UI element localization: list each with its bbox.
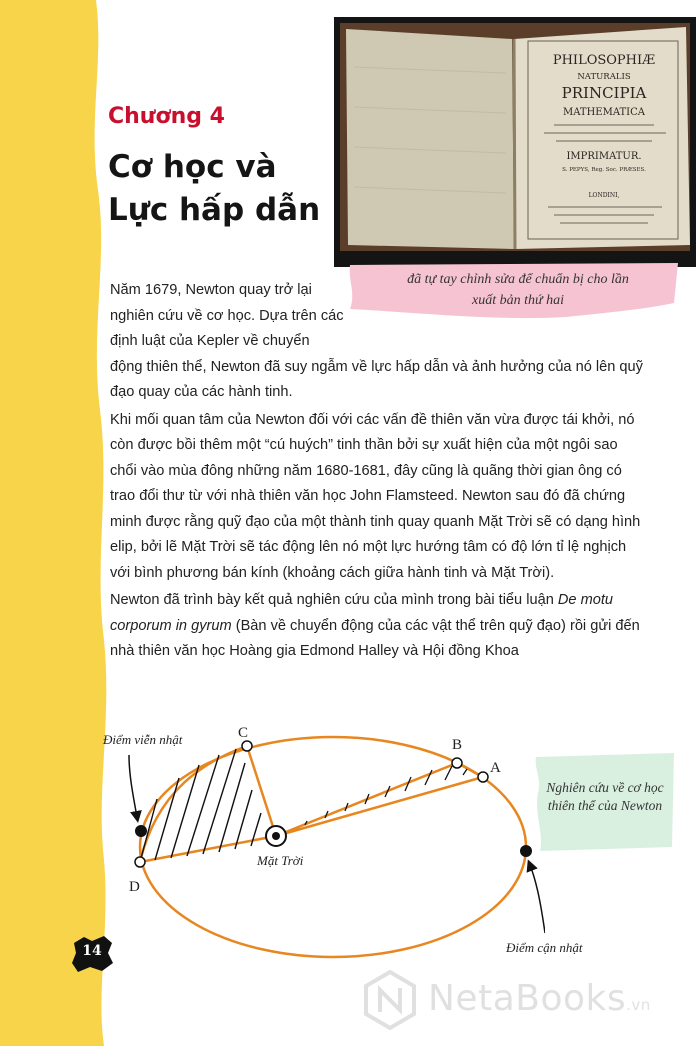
title-line-1: Cơ học và: [108, 149, 277, 185]
book-title-3: PRINCIPIA: [561, 84, 647, 102]
page-number-badge: [70, 935, 114, 973]
label-b: B: [452, 737, 463, 753]
label-aphelion: Điểm viễn nhật: [103, 732, 183, 747]
paragraph-3-end: (Bàn về chuyển động của các vật thể trên quỹ đạo) rồi gửi đến nhà thiên văn học Hoàng gia Edmond Halley và Hội đồng Khoa: [110, 617, 640, 659]
paragraph-3-start: Newton đã trình bày kết quả nghiên cứu của mình trong bài tiểu luận: [110, 592, 558, 608]
book-title-2: NATURALIS: [577, 72, 631, 82]
imprimatur-name: S. PEPYS, Reg. Soc. PRÆSES.: [562, 167, 646, 173]
sector-cd: [140, 746, 276, 862]
yellow-side-band: [0, 0, 110, 1046]
sun-center: [272, 832, 280, 840]
paragraph-1: Năm 1679, Newton quay trở lại nghiên cứu về cơ học. Dựa trên các định luật của Kepler về chuyển động thiên thể, Newton đã suy ngẫm về lực hấp dẫn và ảnh hưởng của nó lên quỹ đạo quay của các hành tinh.: [110, 282, 643, 400]
orbit-diagram: [95, 715, 545, 970]
watermark-main: NetaBooks: [428, 978, 627, 1019]
netabooks-watermark: [362, 968, 692, 1034]
watermark-text: [428, 978, 651, 1019]
principia-book-photo: [334, 17, 696, 267]
paragraph-2: Khi mối quan tâm của Newton đối với các vấn đề thiên văn vừa được tái khởi, nó còn được bồi thêm một “cú huých” tinh thần bởi sự xuất hiện của một ngôi sao chổi vào mùa đông những năm 1680-1681, đây cũng là quãng thời gian ông có trao đổi thư từ với nhà thiên văn học John Flamsteed. Newton sau đó đã chứng minh được rằng quỹ đạo của một thành tinh quay quanh Mặt Trời sẽ có dạng hình elip, bởi lẽ Mặt Trời sẽ tác động lên nó một lực hướng tâm có độ lớn tỉ lệ nghịch với bình phương bán kính (khoảng cách giữa hành tinh và Mặt Trời).: [110, 411, 641, 581]
sector-ab: [276, 763, 483, 836]
netabooks-logo-icon: [362, 970, 418, 1030]
label-d: D: [129, 879, 140, 895]
point-c: [242, 741, 252, 751]
label-perihelion: Điểm cận nhật: [506, 940, 583, 955]
side-note: [534, 753, 676, 851]
caption-line-2: xuất bản thứ hai: [471, 293, 565, 308]
imprimatur: IMPRIMATUR.: [566, 151, 642, 162]
side-note-text: Nghiên cứu về cơ học thiên thể của Newton: [546, 780, 664, 813]
body-text: [110, 278, 645, 667]
paragraph-3: [110, 588, 645, 665]
aphelion-arrow: [129, 755, 137, 817]
chapter-title: [108, 146, 320, 232]
essay-title: De motu corporum in gyrum: [110, 592, 614, 634]
city-name: LONDINI,: [588, 192, 620, 199]
book-title-4: MATHEMATICA: [562, 107, 646, 118]
watermark-suffix: .vn: [626, 996, 651, 1014]
caption-line-1: đã tự tay chỉnh sửa để chuẩn bị cho lần: [407, 272, 629, 287]
label-a: A: [490, 760, 501, 776]
title-line-2: Lực hấp dẫn: [108, 192, 321, 228]
perihelion-dot: [520, 845, 532, 857]
label-c: C: [238, 725, 249, 741]
book-title-1: PHILOSOPHIÆ: [552, 53, 656, 68]
label-sun: Mặt Trời: [257, 853, 304, 868]
chapter-label: Chương 4: [108, 104, 225, 129]
point-a: [478, 772, 488, 782]
point-d: [135, 857, 145, 867]
aphelion-dot: [135, 825, 147, 837]
perihelion-arrow: [530, 865, 545, 933]
page-number: 14: [82, 943, 102, 959]
point-b: [452, 758, 462, 768]
